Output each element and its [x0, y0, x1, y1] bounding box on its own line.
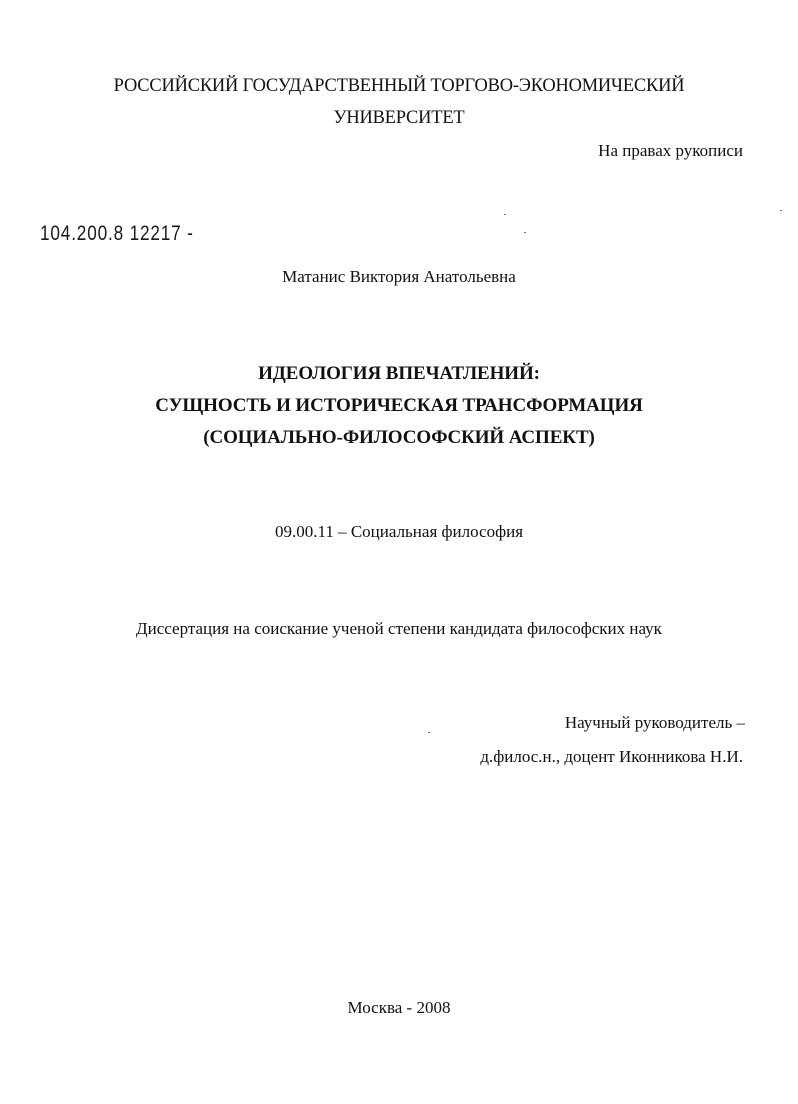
specialty-code: 09.00.11 – Социальная философия: [274, 522, 524, 541]
scan-speck: [428, 732, 430, 733]
manuscript-rights-label: На правах рукописи: [598, 141, 743, 160]
dissertation-type: Диссертация на соискание ученой степени кандидата философских наук: [136, 619, 662, 638]
author-name: Матанис Виктория Анатольевна: [282, 267, 516, 286]
city-year: Москва - 2008: [347, 998, 451, 1017]
supervisor-name: д.филос.н., доцент Иконникова Н.И.: [480, 747, 743, 766]
scan-speck: [524, 232, 526, 233]
registration-stamp: 104.200.8 12217 -: [40, 222, 194, 245]
scan-speck: [780, 210, 782, 211]
scan-speck: [504, 214, 506, 215]
university-name-line1: РОССИЙСКИЙ ГОСУДАРСТВЕННЫЙ ТОРГОВО-ЭКОНОМИЧЕСКИЙ: [113, 75, 685, 96]
title-line1: ИДЕОЛОГИЯ ВПЕЧАТЛЕНИЙ:: [258, 363, 540, 384]
title-line3: (СОЦИАЛЬНО-ФИЛОСОФСКИЙ АСПЕКТ): [203, 427, 595, 448]
supervisor-label: Научный руководитель –: [564, 713, 745, 732]
title-line2: СУЩНОСТЬ И ИСТОРИЧЕСКАЯ ТРАНСФОРМАЦИЯ: [155, 395, 643, 416]
university-name-line2: УНИВЕРСИТЕТ: [333, 107, 465, 128]
